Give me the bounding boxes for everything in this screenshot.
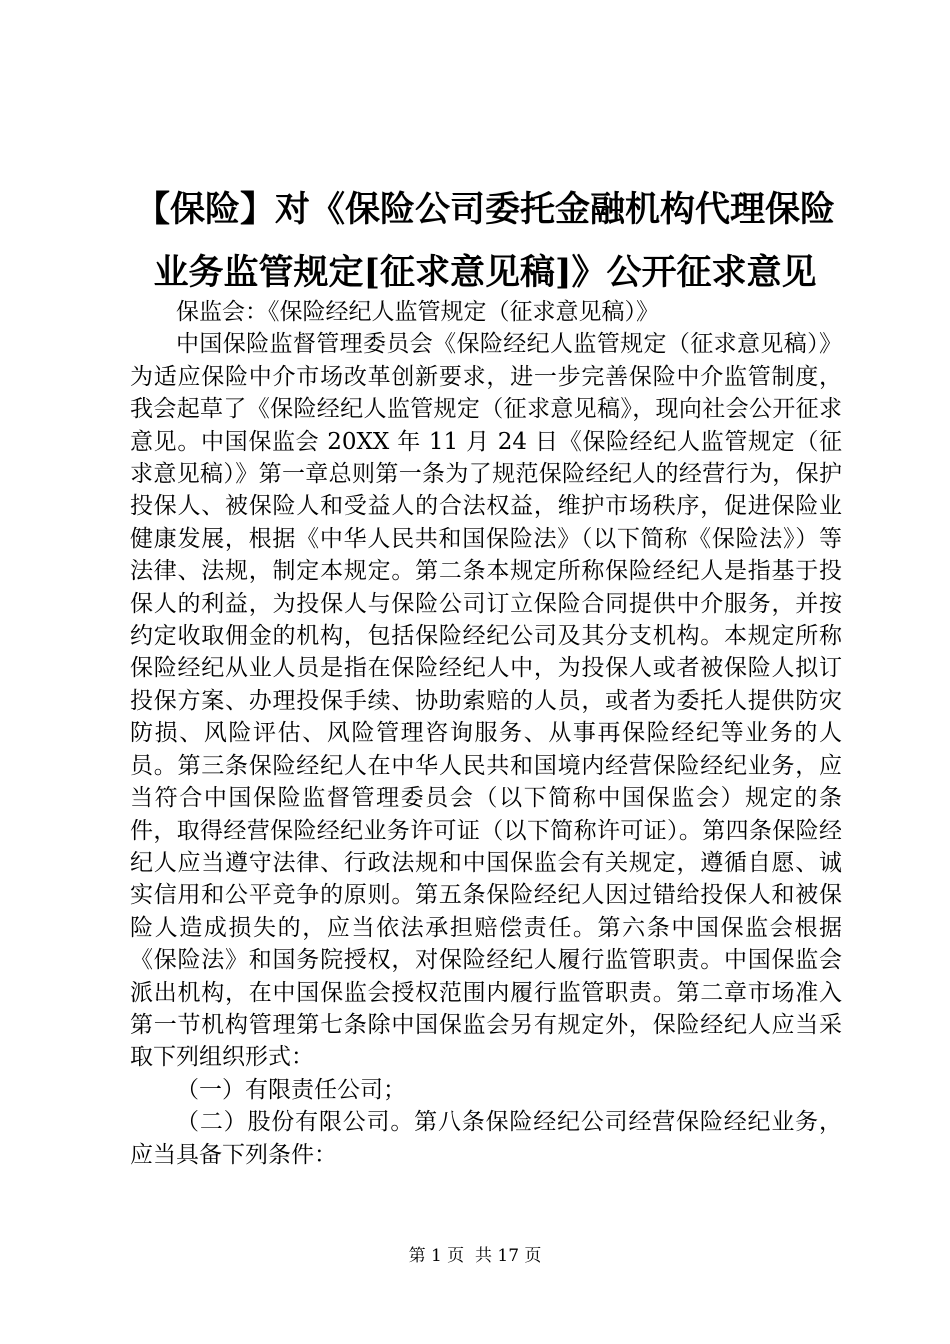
document-title <box>130 178 840 304</box>
body-paragraph-1: 保监会：《保险经纪人监管规定（征求意见稿）》 <box>176 299 659 325</box>
page-number-label: 第 1 页 共 17 页 <box>408 1246 542 1266</box>
body-paragraph-2: 中国保险监督管理委员会《保险经纪人监管规定（征求意见稿）》为适应保险中介市场改革创新要求，进一步完善保险中介监管制度，我会起草了《保险经纪人监管规定（征求意见稿》，现向社会公开征求意见。中国保监会 20XX 年 11 月 24 日《保险经纪人监管规定（征求意见稿）》第一章总则第一条为了规范保险经纪人的经营行为，保护投保人、被保险人和受益人的合法权益，维护市场秩序，促进保险业健康发展，根据《中华人民共和国保险法》（以下简称《保险法》）等法律、法规，制定本规定。第二条本规定所称保险经纪人是指基于投保人的利益，为投保人与保险公司订立保险合同提供中介服务，并按约定收取佣金的机构，包括保险经纪公司及其分支机构。本规定所称保险经纪从业人员是指在保险经纪人中，为投保人或者被保险人拟订投保方案、办理投保手续、协助索赔的人员，或者为委托人提供防灾防损、风险评估、风险管理咨询服务、从事再保险经纪等业务的人员。第三条保险经纪人在中华人民共和国境内经营保险经纪业务，应当符合中国保险监督管理委员会（以下简称中国保监会）规定的条件，取得经营保险经纪业务许可证（以下简称许可证）。第四条保险经纪人应当遵守法律、行政法规和中国保监会有关规定，遵循自愿、诚实信用和公平竞争的原则。第五条保险经纪人因过错给投保人和被保险人造成损失的，应当依法承担赔偿责任。第六条中国保监会根据《保险法》和国务院授权，对保险经纪人履行监管职责。中国保监会派出机构，在中国保监会授权范围内履行监管职责。第二章市场准入第一节机构管理第七条除中国保监会另有规定外，保险经纪人应当采取下列组织形式： <box>130 331 842 1071</box>
body-paragraph-3: （一）有限责任公司； <box>176 1076 406 1103</box>
page-footer <box>0 1244 950 1268</box>
body-paragraph-4: （二）股份有限公司。第八条保险经纪公司经营保险经纪业务，应当具备下列条件： <box>130 1109 842 1168</box>
document-title-line-1: 【保险】对《保险公司委托金融机构代理保险 <box>134 189 835 230</box>
document-title-line-2: 业务监管规定[征求意见稿]》公开征求意见 <box>153 252 817 293</box>
document-body <box>130 296 842 1171</box>
